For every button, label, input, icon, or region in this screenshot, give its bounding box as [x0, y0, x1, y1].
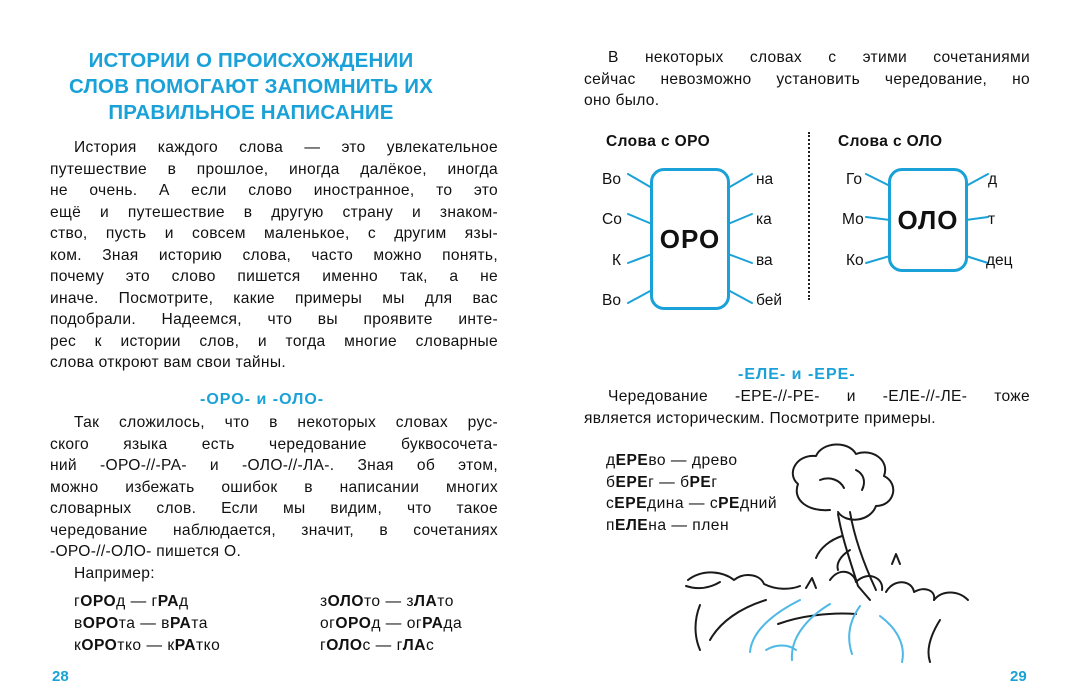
word-fragment: тко — к [117, 637, 175, 654]
text-line: сейчас невозможно установить чередование, но [584, 70, 1030, 88]
diagram-word: К [612, 252, 622, 269]
emphasized-letters: ОРО [82, 615, 119, 632]
text-line: ского языка есть чередование буквосочета- [50, 435, 498, 453]
text-line: можно избежать ошибок в написании многих [50, 478, 498, 496]
text-line: почему это слово пишется именно так, а не [50, 268, 498, 285]
emphasized-letters: ОЛО [326, 637, 363, 654]
diagram-box-olo [888, 168, 968, 272]
emphasized-letters: РЕ [718, 495, 740, 512]
emphasized-letters: ЛА [414, 593, 438, 610]
text-line: -ОРО-//-ОЛО- пишется О. [50, 543, 242, 560]
emphasized-letters: РА [174, 637, 196, 654]
diagram-word: дец [986, 252, 1013, 269]
diagram-word: на [756, 171, 774, 188]
word-pair [74, 591, 220, 613]
diagram-word: Во [602, 171, 621, 188]
text-line: оно было. [584, 92, 660, 109]
diagram-word: Мо [842, 211, 864, 228]
word-fragment: д — ог [371, 615, 423, 632]
text-line: История каждого слова — это увлекательное [74, 139, 498, 156]
word-fragment: во — древо [648, 452, 738, 469]
emphasized-letters: РЕ [689, 473, 712, 491]
word-pair [320, 613, 462, 635]
diagram-word: Во [602, 292, 621, 309]
emphasized-letters: ОЛО [327, 593, 364, 610]
emphasized-letters: ЕРЕ [615, 452, 649, 469]
word-fragment: с [606, 495, 615, 512]
word-fragment: в [74, 615, 83, 632]
box-label: ОРО [659, 223, 721, 254]
text-line: иначе. Посмотрите, какие примеры мы для вас [50, 289, 498, 307]
text-line: слова откроют вам свои тайны. [50, 354, 286, 371]
heading-line: СЛОВ ПОМОГАЮТ ЗАПОМНИТЬ ИХ [68, 75, 434, 98]
word-fragment: ог [320, 615, 336, 632]
word-fragment: г [711, 473, 718, 491]
heading-line: ПРАВИЛЬНОЕ НАПИСАНИЕ [108, 101, 394, 124]
box-label: ОЛО [897, 204, 959, 235]
page-number: 28 [52, 668, 69, 685]
word-pair [74, 613, 220, 635]
word-fragment: г — б [648, 473, 690, 491]
word-fragment: на — плен [648, 516, 730, 534]
word-fragment: та — в [118, 615, 170, 632]
right-page [540, 0, 1080, 700]
emphasized-letters: ЕЛЕ [614, 516, 649, 534]
text-line: путешествие в прошлое, иногда далёкое, иногда [50, 160, 498, 178]
diagram-word: т [988, 211, 996, 228]
word-fragment: дний [739, 495, 778, 512]
page-heading [48, 48, 454, 126]
diagram-word: Го [846, 171, 862, 188]
diagram-box-oro [650, 168, 730, 310]
diagram-word: ва [756, 252, 773, 269]
text-line: ещё и путешествие в другую страну и знаком- [50, 203, 498, 221]
text-line: ство, пусть и совсем маленькое, с другим язы- [50, 225, 498, 242]
word-fragment: с — г [362, 637, 403, 654]
heading-line: ИСТОРИИ О ПРОИСХОЖДЕНИИ [88, 49, 414, 72]
tree-riverbank-illustration [680, 440, 980, 665]
diagram-word: д [988, 171, 998, 188]
text-line: рес к истории слов, и тогда многие словарные [50, 332, 498, 350]
text-line: словарных слов. Если мы видим, что такое [50, 500, 498, 517]
text-line: является историческим. Посмотрите примеры. [584, 409, 936, 427]
diagram-word: Ко [846, 252, 864, 269]
emphasized-letters: РА [157, 593, 180, 610]
emphasized-letters: ЕРЕ [614, 495, 647, 512]
word-pair [74, 635, 220, 657]
diagram-title-oro: Слова с ОРО [606, 133, 711, 150]
example-label: Например: [74, 564, 155, 582]
text-line: не очень. А если слово иностранное, то это [50, 182, 498, 199]
word-pairs-column-2 [320, 591, 462, 657]
emphasized-letters: РА [422, 615, 444, 632]
word-fragment: г [320, 637, 327, 654]
emphasized-letters: ЕРЕ [615, 473, 649, 491]
body-paragraph [50, 412, 498, 584]
word-fragment: то — з [363, 593, 415, 610]
section-subheading: -ЕЛЕ- и -ЕРЕ- [738, 366, 856, 383]
diagram-title-olo: Слова с ОЛО [838, 133, 943, 150]
word-fragment: г [74, 593, 81, 610]
emphasized-letters: ОРО [81, 637, 118, 654]
diagram-word: бей [756, 292, 782, 309]
word-pair [320, 635, 462, 657]
word-fragment: д [606, 452, 616, 469]
page-number: 29 [1010, 668, 1027, 685]
word-pairs-column-1 [74, 591, 220, 657]
word-fragment: то [437, 593, 454, 610]
emphasized-letters: ОРО [335, 615, 372, 632]
emphasized-letters: ОРО [80, 593, 117, 610]
word-pair [320, 591, 462, 613]
word-fragment: б [606, 473, 616, 491]
word-fragment: с [425, 637, 435, 654]
text-line: чередование наблюдается, значит, в сочетаниях [50, 521, 498, 539]
diagram-word: Со [602, 211, 622, 228]
section-subheading: -ОРО- и -ОЛО- [200, 391, 325, 408]
word-fragment: д [179, 593, 189, 610]
word-fragment: та [191, 615, 208, 632]
emphasized-letters: ЛА [402, 637, 426, 654]
text-line: В некоторых словах с этими сочетаниями [608, 49, 1030, 66]
word-fragment: да [443, 615, 463, 632]
word-fragment: д — г [116, 593, 158, 610]
diagram-word: ка [756, 211, 772, 228]
text-line: ком. Зная историю слова, часто можно понять, [50, 246, 498, 264]
text-line: Чередование -ЕРЕ-//-РЕ- и -ЕЛЕ-//-ЛЕ- тоже [608, 388, 1030, 405]
word-fragment: п [606, 516, 615, 534]
intro-paragraph [50, 137, 498, 374]
word-fragment: з [320, 593, 328, 610]
body-paragraph [584, 386, 1030, 429]
text-line: Так сложилось, что в некоторых словах рус- [74, 414, 498, 431]
word-fragment: дина — с [647, 495, 719, 512]
text-line: подобрали. Надеемся, что вы проявите инте- [50, 311, 498, 328]
word-fragment: к [74, 637, 82, 654]
text-line: ний -ОРО-//-РА- и -ОЛО-//-ЛА-. Зная об этом, [50, 457, 498, 474]
word-fragment: тко [196, 637, 221, 654]
diagram-divider [808, 132, 810, 300]
emphasized-letters: РА [169, 615, 192, 632]
